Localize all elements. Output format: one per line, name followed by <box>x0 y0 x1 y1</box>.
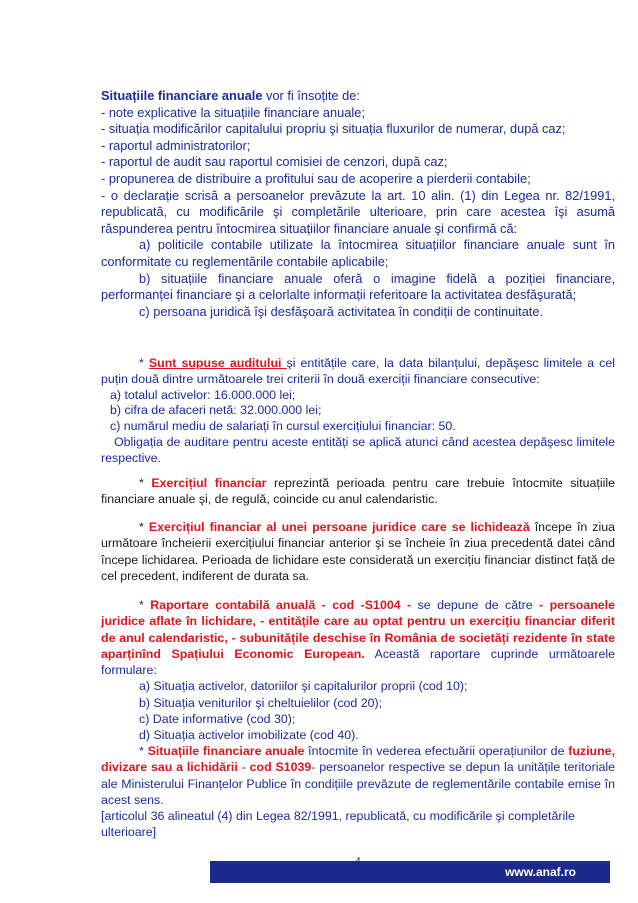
intro-section <box>101 88 615 320</box>
fuziune-star: * <box>139 744 148 758</box>
intro-title-suffix: vor fi însoțite de: <box>262 88 360 103</box>
intro-item: - note explicative la situațiile financiare anuale; <box>101 104 365 120</box>
fuziune-reference: [articolul 36 alineatul (4) din Legea 82/1991, republicată, cu modificările şi completările ulterioare] <box>101 809 575 840</box>
footer-url-link[interactable]: www.anaf.ro <box>505 865 576 879</box>
fuziune-tail: - persoanelor respective se depun la unitățile teritoriale ale Ministerului Finanțelor Publice în condițiile prevăzute de reglementările contabile emise în acest sens. <box>101 760 615 807</box>
raportare-lead: Raportare contabilă anuală - cod -S1004 - <box>150 598 412 612</box>
fuziune-mid: întocmite în vederea efectuării operațiunilor de <box>304 744 569 758</box>
audit-criterion: c) numărul mediu de salariați în cursul exercițiului financiar: 50. <box>110 419 456 434</box>
exercitiu-section <box>101 476 615 508</box>
audit-text: şi entitățile care, la data bilanțului, depăşesc limitele a cel puțin două dintre următoarele trei criterii în două exerciții financiare consecutive: <box>101 356 615 386</box>
intro-declaration: - o declarație scrisă a persoanelor prevăzute la art. 10 alin. (1) din Legea nr. 82/1991, republicată, cu modificările şi completările ulterioare, prin care acestea îşi asumă răspunderea pentru întocmirea situațiilor financiare anuale şi confirmă că: <box>101 187 615 236</box>
raportare-mid: se depune de către <box>411 598 540 612</box>
raportare-section <box>101 597 615 744</box>
raportare-form: d) Situația activelor imobilizate (cod 40). <box>139 728 359 743</box>
fuziune-lead: Situațiile financiare anuale <box>147 744 305 758</box>
intro-sub-a: a) politicile contabile utilizate la întocmirea situațiilor financiare anuale sunt în conformitate cu reglementările contabile aplicabile; <box>101 237 615 269</box>
audit-obligation: Obligația de auditare pentru aceste entități se aplică atunci când acestea depăşesc limitele respective. <box>101 434 615 465</box>
audit-star: * <box>139 356 149 370</box>
intro-sub-c: c) persoana juridică îşi desfăşoară activitatea în condiții de continuitate. <box>139 303 544 319</box>
raportare-star: * <box>139 598 151 612</box>
lichidare-star: * <box>139 520 149 534</box>
raportare-form: b) Situația veniturilor şi cheltuielilor (cod 20); <box>139 695 383 710</box>
fuziune-lead2: fuziune, divizare sau a lichidării <box>101 744 616 775</box>
intro-item: - propunerea de distribuire a profitului sau de acoperire a pierderii contabile; <box>101 170 531 186</box>
raportare-form: a) Situația activelor, datoriilor şi capitalurilor proprii (cod 10); <box>139 679 468 694</box>
lichidare-text: începe în ziua următoare încheierii exercițiului financiar anterior şi se încheie în ziua precedentă datei când începe lichidarea. Perioada de lichidare este considerată un exercițiu financiar distinct față de cel precedent, indiferent de durata sa. <box>101 520 616 583</box>
intro-title: Situațiile financiare anuale <box>101 88 263 103</box>
intro-item: - situația modificărilor capitalului propriu şi situația fluxurilor de numerar, după caz; <box>101 121 566 137</box>
intro-item: - raportul de audit sau raportul comisiei de cenzori, după caz; <box>101 154 448 170</box>
exercitiu-lead: Exercițiul financiar <box>151 476 267 490</box>
audit-criterion: a) totalul activelor: 16.000.000 lei; <box>110 387 296 402</box>
lichidare-lead: Exercițiul financiar al unei persoane juridice care se lichidează <box>148 520 530 534</box>
raportare-lead2: - persoanele juridice aflate în lichidare, - entitățile care au optat pentru un exercițiu financiar diferit de anul calendaristic, - subunitățile deschise în România de societăți rezidente în state aparținînd Spațiului Economic European. <box>101 598 616 661</box>
raportare-form: c) Date informative (cod 30); <box>139 712 296 727</box>
raportare-tail: Această raportare cuprinde următoarele formulare: <box>101 646 615 678</box>
intro-item: - raportul administratorilor; <box>101 137 251 153</box>
audit-lead: Sunt supuse auditului <box>148 356 287 370</box>
exercitiu-text: reprezintă perioada pentru care trebuie întocmite situațiile financiare anuale şi, de regulă, coincide cu anul calendaristic. <box>101 476 615 506</box>
footer-bar <box>210 861 610 883</box>
intro-sub-b: b) situațiile financiare anuale oferă o imagine fidelă a poziției financiare, performanței financiare şi a celorlalte informații referitoare la activitatea desfăşurată; <box>101 270 615 303</box>
exercitiu-star: * <box>139 476 152 490</box>
audit-section <box>101 356 615 467</box>
fuziune-section <box>101 743 615 841</box>
fuziune-mid2: - <box>237 760 250 775</box>
lichidare-section <box>101 519 615 584</box>
audit-criterion: b) cifra de afaceri netă: 32.000.000 lei; <box>110 403 322 418</box>
fuziune-code: cod S1039 <box>249 760 312 775</box>
